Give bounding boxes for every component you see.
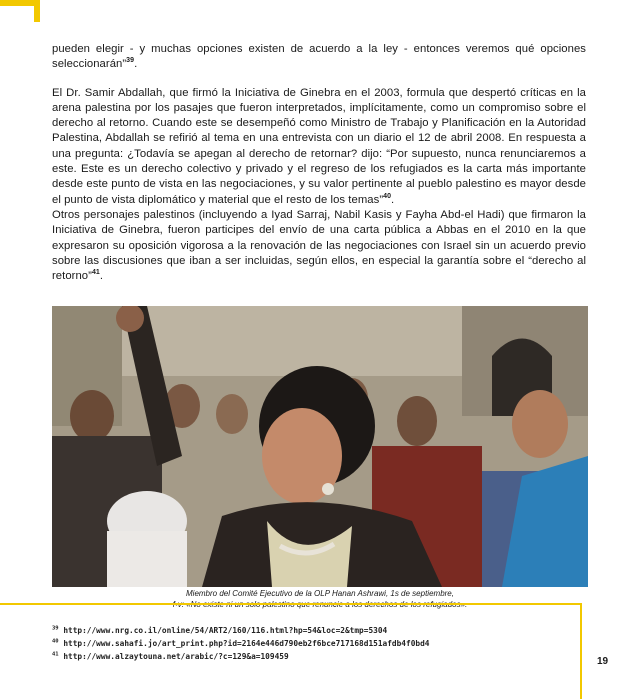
- news-photo: [52, 306, 588, 587]
- body-text: [52, 42, 586, 284]
- paragraph-1: pueden elegir - y muchas opciones existen de acuerdo a la ley - entonces veremos qué opciones seleccionarán”$^{39}$.: [52, 43, 586, 71]
- footnotes: [52, 624, 572, 663]
- paragraph-2-text: El Dr. Samir Abdallah, que firmó la Iniciativa de Ginebra en el 2003, formula que despertó críticas en la arena palestina por los pasajes que fueron interpretados, implícitamente, como un compromiso sobre el derecho al retorno. Cuando este se desempeñó como Ministro de Trabajo y Planificación en la Autoridad Palestina, Abdallah se refirió al tema en una entrevista con un diario el 12 de abril 2008. En respuesta a una pregunta: ¿Todavía se apegan al derecho de retornar? dijo: “Por supuesto, nunca renunciaremos a este. Este es un derecho colectivo y privado y el regreso de los refugiados es la carta más importante desde este punto de vista en las negociaciones, y su valor pertinente al pueblo palestino es mayor desde el punto de vista diplomático y material que el resto de los temas”: [52, 86, 586, 206]
- footnote-ref-41[interactable]: 41: [91, 269, 100, 277]
- photo-illustration: [52, 306, 588, 587]
- footnote-link[interactable]: http://www.sahafi.jo/art_print.php?id=2164e446d790eb2f6bce717168d151afdb4f0bd4: [63, 639, 430, 648]
- footnote-number: 39: [52, 625, 59, 632]
- top-accent-tick: [34, 0, 40, 22]
- footnote-40: [52, 637, 572, 650]
- footer-accent-line: [0, 603, 580, 605]
- paragraph-2: El Dr. Samir Abdallah, que firmó la Iniciativa de Ginebra en el 2003, formula que despertó críticas en la arena palestina por los pasajes que fueron interpretados, implícitamente, como un compromiso sobre el derecho al retorno. Cuando este se desempeñó como Ministro de Trabajo y Planificación en la Autoridad Palestina, Abdallah se refirió al tema en una entrevista con un diario el 12 de abril 2008. En respuesta a una pregunta: ¿Todavía se apegan al derecho de retornar? dijo: “Por supuesto, nunca renunciaremos a este. Este es un derecho colectivo y privado y el regreso de los refugiados es la carta más importante desde este punto de vista en las negociaciones, y su valor pertinente al pueblo palestino es mayor desde el punto de vista diplomático y material que el resto de los temas”$^{40}$. Otros personajes palestinos (incluyendo a Iyad Sarraj, Nabil Kasis y Fayha Abd-el Hadi) que firmaron la Iniciativa de Ginebra, fueron participes del envío de una carta pública a Abbas en el 2010 en la que expresaron su oposición vigorosa a la renovación de las negociaciones con Israel sin un acuerdo previo sobre las discusiones que iban a ser incluidas, según ellos, en especial la garantía sobre el “derecho al retorno”$^{41}$.: [52, 86, 586, 283]
- paragraph-3-text: Otros personajes palestinos (incluyendo a Iyad Sarraj, Nabil Kasis y Fayha Abd-el Hadi) que firmaron la Iniciativa de Ginebra, fueron participes del envío de una carta pública a Abbas en el 2010 en la que expresaron su oposición vigorosa a la renovación de las negociaciones con Israel sin un acuerdo previo sobre las discusiones que iban a ser incluidas, según ellos, en especial la garantía sobre el “derecho al retorno”: [52, 208, 586, 283]
- footnote-39: [52, 624, 572, 637]
- page-number: 19: [597, 656, 609, 667]
- paragraph-1-text: pueden elegir - y muchas opciones existen de acuerdo a la ley - entonces veremos qué opciones seleccionarán”: [52, 43, 586, 71]
- footnote-number: 41: [52, 651, 59, 658]
- footer-accent-divider: [580, 603, 582, 699]
- footnote-link[interactable]: http://www.nrg.co.il/online/54/ART2/160/116.html?hp=54&loc=2&tmp=5304: [63, 626, 388, 635]
- footnote-link[interactable]: http://www.alzaytouna.net/arabic/?c=129&a=109459: [63, 652, 289, 661]
- footnote-41: [52, 650, 572, 663]
- footnote-ref-39[interactable]: 39: [126, 57, 135, 65]
- photo-caption-line-1: Miembro del Comité Ejecutivo de la OLP Hanan Ashrawi, 1s de septiembre,: [186, 589, 454, 598]
- footnote-number: 40: [52, 638, 59, 645]
- photo-caption: [52, 589, 588, 610]
- footnote-ref-40[interactable]: 40: [383, 192, 392, 200]
